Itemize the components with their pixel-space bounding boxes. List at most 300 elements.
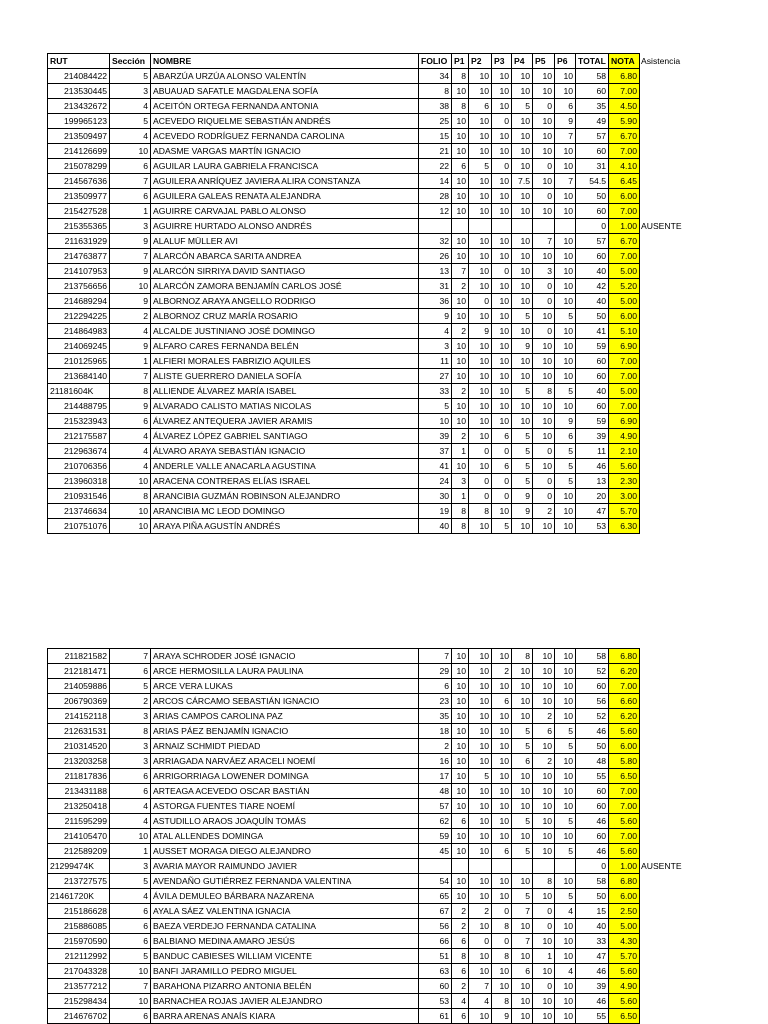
cell-nombre: AGUILERA ANRÍQUEZ JAVIERA ALIRA CONSTANZA <box>151 174 419 189</box>
cell-p4: 10 <box>512 279 533 294</box>
cell-p5: 7 <box>533 234 555 249</box>
cell-nota: 6.80 <box>609 69 640 84</box>
cell-rut: 215298434 <box>48 994 110 1009</box>
cell-p6: 10 <box>555 799 576 814</box>
table-row <box>48 189 695 204</box>
cell-p2: 10 <box>469 679 492 694</box>
cell-p2: 10 <box>469 799 492 814</box>
cell-total: 39 <box>576 429 609 444</box>
cell-seccion: 4 <box>110 444 151 459</box>
cell-nombre: ARCE VERA LUKAS <box>151 679 419 694</box>
cell-folio: 37 <box>419 444 452 459</box>
cell-p4: 5 <box>512 844 533 859</box>
cell-p4: 10 <box>512 234 533 249</box>
cell-nota: 6.70 <box>609 234 640 249</box>
cell-p3: 10 <box>492 324 512 339</box>
cell-asistencia <box>640 709 695 724</box>
cell-nota: 7.00 <box>609 829 640 844</box>
cell-nota: 6.00 <box>609 739 640 754</box>
cell-nota: 5.10 <box>609 324 640 339</box>
cell-total: 52 <box>576 664 609 679</box>
cell-folio: 18 <box>419 724 452 739</box>
cell-total: 56 <box>576 694 609 709</box>
cell-folio <box>419 859 452 874</box>
cell-folio: 62 <box>419 814 452 829</box>
cell-p4 <box>512 859 533 874</box>
cell-asistencia: AUSENTE <box>641 861 682 871</box>
table-row <box>48 114 695 129</box>
cell-folio: 66 <box>419 934 452 949</box>
cell-rut: 215323943 <box>48 414 110 429</box>
cell-seccion: 4 <box>110 459 151 474</box>
cell-seccion: 3 <box>110 754 151 769</box>
cell-p1: 10 <box>452 414 469 429</box>
cell-p2: 10 <box>469 1009 492 1024</box>
cell-rut: 212175587 <box>48 429 110 444</box>
table-row <box>48 99 695 114</box>
table-row <box>48 919 695 934</box>
cell-nota: 5.70 <box>609 504 640 519</box>
cell-p5: 10 <box>533 769 555 784</box>
cell-seccion: 6 <box>110 664 151 679</box>
cell-p1: 10 <box>452 829 469 844</box>
cell-p1: 10 <box>452 709 469 724</box>
table-row <box>48 204 695 219</box>
cell-p1: 10 <box>452 204 469 219</box>
cell-rut: 214152118 <box>48 709 110 724</box>
cell-p6: 10 <box>555 979 576 994</box>
cell-seccion: 6 <box>110 769 151 784</box>
cell-p3: 10 <box>492 829 512 844</box>
table-row <box>48 84 695 99</box>
cell-nombre: ALLIENDE ÁLVAREZ MARÍA ISABEL <box>151 384 419 399</box>
cell-p5 <box>533 859 555 874</box>
cell-folio: 41 <box>419 459 452 474</box>
cell-seccion: 9 <box>110 294 151 309</box>
cell-p6: 6 <box>555 429 576 444</box>
cell-p2: 10 <box>469 429 492 444</box>
cell-folio: 30 <box>419 489 452 504</box>
cell-p3: 10 <box>492 204 512 219</box>
cell-rut: 214763877 <box>48 249 110 264</box>
cell-p2: 10 <box>469 874 492 889</box>
cell-rut: 21461720K <box>48 889 110 904</box>
cell-total: 55 <box>576 1009 609 1024</box>
cell-asistencia <box>640 249 695 264</box>
cell-seccion: 7 <box>110 249 151 264</box>
table-row <box>48 144 695 159</box>
cell-p6: 10 <box>555 324 576 339</box>
cell-p1: 10 <box>452 84 469 99</box>
cell-asistencia <box>640 724 695 739</box>
cell-asistencia <box>640 159 695 174</box>
cell-nombre: BALBIANO MEDINA AMARO JESÚS <box>151 934 419 949</box>
cell-p6: 5 <box>555 459 576 474</box>
cell-folio: 36 <box>419 294 452 309</box>
cell-rut: 212589209 <box>48 844 110 859</box>
cell-p2: 5 <box>469 769 492 784</box>
cell-p5: 10 <box>533 889 555 904</box>
cell-nota: 7.00 <box>609 354 640 369</box>
cell-total: 60 <box>576 784 609 799</box>
cell-p6: 9 <box>555 414 576 429</box>
cell-total: 0 <box>576 219 609 234</box>
cell-folio: 25 <box>419 114 452 129</box>
cell-nota: 6.70 <box>609 129 640 144</box>
cell-rut: 215186628 <box>48 904 110 919</box>
cell-p4: 5 <box>512 384 533 399</box>
cell-asistencia <box>640 949 695 964</box>
cell-p2: 10 <box>469 754 492 769</box>
cell-total: 54.5 <box>576 174 609 189</box>
cell-p3: 10 <box>492 414 512 429</box>
cell-folio: 35 <box>419 709 452 724</box>
cell-rut: 214864983 <box>48 324 110 339</box>
cell-asistencia <box>640 979 695 994</box>
cell-nombre: ÁLVAREZ LÓPEZ GABRIEL SANTIAGO <box>151 429 419 444</box>
cell-p4: 10 <box>512 294 533 309</box>
cell-p1: 7 <box>452 264 469 279</box>
cell-asistencia <box>640 69 695 84</box>
cell-p2: 10 <box>469 414 492 429</box>
cell-p3: 10 <box>492 679 512 694</box>
cell-p2: 10 <box>469 814 492 829</box>
cell-total: 40 <box>576 294 609 309</box>
cell-p4: 5 <box>512 309 533 324</box>
cell-p4: 10 <box>512 769 533 784</box>
cell-seccion: 4 <box>110 324 151 339</box>
cell-nombre: ALBORNOZ CRUZ MARÍA ROSARIO <box>151 309 419 324</box>
cell-folio: 13 <box>419 264 452 279</box>
cell-total: 60 <box>576 369 609 384</box>
cell-p2: 10 <box>469 234 492 249</box>
cell-p5: 0 <box>533 904 555 919</box>
cell-p1: 10 <box>452 129 469 144</box>
cell-p2: 10 <box>469 919 492 934</box>
cell-p2: 10 <box>469 249 492 264</box>
cell-nota: 5.80 <box>609 754 640 769</box>
cell-total: 35 <box>576 99 609 114</box>
cell-nota: 5.00 <box>609 919 640 934</box>
cell-nota: 6.45 <box>609 174 640 189</box>
cell-p4: 9 <box>512 339 533 354</box>
cell-seccion: 6 <box>110 934 151 949</box>
cell-p2: 10 <box>469 724 492 739</box>
cell-asistencia <box>640 519 695 534</box>
cell-p2: 10 <box>469 889 492 904</box>
cell-p3: 10 <box>492 784 512 799</box>
cell-p5: 0 <box>533 489 555 504</box>
cell-p1: 10 <box>452 339 469 354</box>
cell-rut: 210706356 <box>48 459 110 474</box>
cell-folio: 54 <box>419 874 452 889</box>
cell-rut: 214105470 <box>48 829 110 844</box>
cell-p1: 10 <box>452 294 469 309</box>
cell-nombre: ACEVEDO RIQUELME SEBASTIÁN ANDRÉS <box>151 114 419 129</box>
cell-p4: 10 <box>512 519 533 534</box>
header-p6: P6 <box>555 54 576 69</box>
cell-nombre: ASTUDILLO ARAOS JOAQUÍN TOMÁS <box>151 814 419 829</box>
cell-asistencia <box>640 754 695 769</box>
cell-folio: 11 <box>419 354 452 369</box>
cell-folio: 48 <box>419 784 452 799</box>
cell-p1: 10 <box>452 144 469 159</box>
cell-p5: 10 <box>533 784 555 799</box>
table-row <box>48 129 695 144</box>
cell-seccion: 5 <box>110 679 151 694</box>
cell-p6: 10 <box>555 294 576 309</box>
cell-p2: 10 <box>469 664 492 679</box>
cell-p6: 10 <box>555 664 576 679</box>
cell-p5: 0 <box>533 99 555 114</box>
cell-p4: 10 <box>512 354 533 369</box>
cell-folio: 67 <box>419 904 452 919</box>
header-seccion: Sección <box>110 54 151 69</box>
cell-nota: 2.10 <box>609 444 640 459</box>
table-row <box>48 414 695 429</box>
cell-rut: 214676702 <box>48 1009 110 1024</box>
cell-asistencia <box>640 324 695 339</box>
cell-p4: 7 <box>512 934 533 949</box>
cell-p6: 10 <box>555 69 576 84</box>
cell-seccion: 10 <box>110 829 151 844</box>
cell-p3: 10 <box>492 369 512 384</box>
cell-p6: 10 <box>555 649 576 664</box>
cell-p4: 7 <box>512 904 533 919</box>
cell-p5: 10 <box>533 129 555 144</box>
cell-asistencia <box>640 369 695 384</box>
cell-folio: 24 <box>419 474 452 489</box>
cell-seccion: 4 <box>110 814 151 829</box>
cell-p3: 10 <box>492 384 512 399</box>
cell-rut: 211631929 <box>48 234 110 249</box>
cell-p1: 10 <box>452 234 469 249</box>
cell-asistencia <box>640 339 695 354</box>
cell-asistencia <box>640 114 695 129</box>
cell-p6: 5 <box>555 844 576 859</box>
cell-p1: 8 <box>452 504 469 519</box>
cell-p6: 10 <box>555 249 576 264</box>
cell-asistencia <box>640 904 695 919</box>
cell-folio: 14 <box>419 174 452 189</box>
cell-p1: 10 <box>452 649 469 664</box>
cell-asistencia: AUSENTE <box>641 221 682 231</box>
cell-nombre: ARIAS PÁEZ BENJAMÍN IGNACIO <box>151 724 419 739</box>
cell-p5: 2 <box>533 709 555 724</box>
cell-total: 58 <box>576 69 609 84</box>
cell-p1: 4 <box>452 994 469 1009</box>
cell-p2 <box>469 219 492 234</box>
cell-p2: 10 <box>469 129 492 144</box>
cell-folio: 65 <box>419 889 452 904</box>
cell-p4: 9 <box>512 504 533 519</box>
cell-seccion: 5 <box>110 874 151 889</box>
cell-folio: 26 <box>419 249 452 264</box>
cell-nota: 1.00 <box>609 219 640 234</box>
cell-p2: 10 <box>469 339 492 354</box>
cell-p6 <box>555 859 576 874</box>
cell-folio: 45 <box>419 844 452 859</box>
cell-p3: 10 <box>492 309 512 324</box>
cell-p4: 10 <box>512 264 533 279</box>
table-row <box>48 234 695 249</box>
cell-total: 50 <box>576 309 609 324</box>
table-row <box>48 769 695 784</box>
cell-p3: 10 <box>492 69 512 84</box>
cell-p2: 10 <box>469 279 492 294</box>
cell-p1: 2 <box>452 919 469 934</box>
cell-asistencia <box>640 129 695 144</box>
cell-p4: 10 <box>512 204 533 219</box>
cell-p6: 5 <box>555 474 576 489</box>
cell-seccion: 10 <box>110 474 151 489</box>
table-row <box>48 429 695 444</box>
table-row <box>48 994 695 1009</box>
cell-seccion: 7 <box>110 979 151 994</box>
cell-p1: 10 <box>452 769 469 784</box>
cell-p5: 10 <box>533 429 555 444</box>
cell-total: 57 <box>576 234 609 249</box>
cell-p4: 5 <box>512 429 533 444</box>
cell-asistencia <box>640 354 695 369</box>
cell-p3: 10 <box>492 99 512 114</box>
cell-asistencia <box>640 504 695 519</box>
cell-p1: 10 <box>452 844 469 859</box>
cell-asistencia <box>640 769 695 784</box>
table-row <box>48 664 695 679</box>
cell-p5: 0 <box>533 979 555 994</box>
cell-folio: 23 <box>419 694 452 709</box>
cell-p4: 10 <box>512 919 533 934</box>
grades-table-1-body <box>48 69 695 534</box>
cell-nombre: BANDUC CABIESES WILLIAM VICENTE <box>151 949 419 964</box>
cell-total: 60 <box>576 204 609 219</box>
cell-rut: 213509977 <box>48 189 110 204</box>
cell-rut: 214059886 <box>48 679 110 694</box>
cell-seccion: 10 <box>110 519 151 534</box>
cell-p3 <box>492 859 512 874</box>
cell-total: 40 <box>576 264 609 279</box>
cell-nombre: AGUILAR LAURA GABRIELA FRANCISCA <box>151 159 419 174</box>
cell-folio: 4 <box>419 324 452 339</box>
cell-p3: 0 <box>492 444 512 459</box>
cell-p6: 10 <box>555 234 576 249</box>
cell-p1: 8 <box>452 519 469 534</box>
cell-asistencia <box>640 919 695 934</box>
cell-folio: 3 <box>419 339 452 354</box>
cell-p2: 10 <box>469 384 492 399</box>
cell-nombre: ALALUF MÜLLER AVI <box>151 234 419 249</box>
cell-nota: 5.60 <box>609 459 640 474</box>
cell-rut: 213431188 <box>48 784 110 799</box>
cell-p4: 7.5 <box>512 174 533 189</box>
cell-nota: 5.60 <box>609 994 640 1009</box>
table-row <box>48 519 695 534</box>
cell-asistencia <box>640 814 695 829</box>
cell-p3: 0 <box>492 934 512 949</box>
cell-seccion: 3 <box>110 739 151 754</box>
cell-seccion: 4 <box>110 799 151 814</box>
cell-p4: 10 <box>512 994 533 1009</box>
cell-p5: 10 <box>533 369 555 384</box>
cell-p1: 6 <box>452 934 469 949</box>
cell-p1: 10 <box>452 679 469 694</box>
cell-seccion: 10 <box>110 964 151 979</box>
cell-asistencia <box>640 309 695 324</box>
cell-p3: 10 <box>492 234 512 249</box>
cell-seccion: 1 <box>110 354 151 369</box>
cell-p4: 10 <box>512 874 533 889</box>
cell-p1: 10 <box>452 309 469 324</box>
cell-p2: 10 <box>469 114 492 129</box>
cell-p5: 10 <box>533 144 555 159</box>
cell-p4: 10 <box>512 949 533 964</box>
table-row <box>48 174 695 189</box>
cell-p4: 10 <box>512 664 533 679</box>
cell-total: 42 <box>576 279 609 294</box>
cell-p5: 10 <box>533 519 555 534</box>
cell-nota: 5.60 <box>609 724 640 739</box>
cell-p6: 7 <box>555 174 576 189</box>
cell-rut: 21299474K <box>48 859 110 874</box>
cell-folio: 63 <box>419 964 452 979</box>
cell-seccion: 4 <box>110 429 151 444</box>
cell-rut: 215078299 <box>48 159 110 174</box>
cell-total: 57 <box>576 129 609 144</box>
cell-p6: 10 <box>555 399 576 414</box>
cell-nota: 4.90 <box>609 429 640 444</box>
cell-folio: 27 <box>419 369 452 384</box>
cell-nota: 7.00 <box>609 204 640 219</box>
cell-p5: 10 <box>533 204 555 219</box>
cell-seccion: 5 <box>110 114 151 129</box>
cell-nombre: BANFI JARAMILLO PEDRO MIGUEL <box>151 964 419 979</box>
header-asistencia: Asistencia <box>641 56 681 66</box>
table-row <box>48 294 695 309</box>
cell-seccion: 3 <box>110 709 151 724</box>
cell-p6: 10 <box>555 769 576 784</box>
cell-asistencia <box>640 799 695 814</box>
cell-p1: 10 <box>452 114 469 129</box>
cell-folio: 28 <box>419 189 452 204</box>
cell-p6: 10 <box>555 84 576 99</box>
cell-p5: 10 <box>533 1009 555 1024</box>
cell-total: 0 <box>576 859 609 874</box>
cell-p5: 0 <box>533 919 555 934</box>
cell-folio: 19 <box>419 504 452 519</box>
cell-p2: 10 <box>469 369 492 384</box>
table-row <box>48 814 695 829</box>
cell-rut: 214107953 <box>48 264 110 279</box>
cell-p1: 10 <box>452 889 469 904</box>
cell-p1: 10 <box>452 664 469 679</box>
cell-p1: 10 <box>452 369 469 384</box>
cell-p5: 10 <box>533 799 555 814</box>
cell-seccion: 5 <box>110 949 151 964</box>
cell-p4: 5 <box>512 814 533 829</box>
cell-p1: 2 <box>452 904 469 919</box>
cell-folio: 31 <box>419 279 452 294</box>
cell-p3: 8 <box>492 994 512 1009</box>
cell-p6 <box>555 219 576 234</box>
cell-asistencia <box>640 294 695 309</box>
cell-p3: 6 <box>492 429 512 444</box>
cell-nombre: ARRIGORRIAGA LOWENER DOMINGA <box>151 769 419 784</box>
cell-p4: 10 <box>512 679 533 694</box>
cell-p5: 10 <box>533 114 555 129</box>
cell-seccion: 8 <box>110 384 151 399</box>
cell-p5: 10 <box>533 964 555 979</box>
